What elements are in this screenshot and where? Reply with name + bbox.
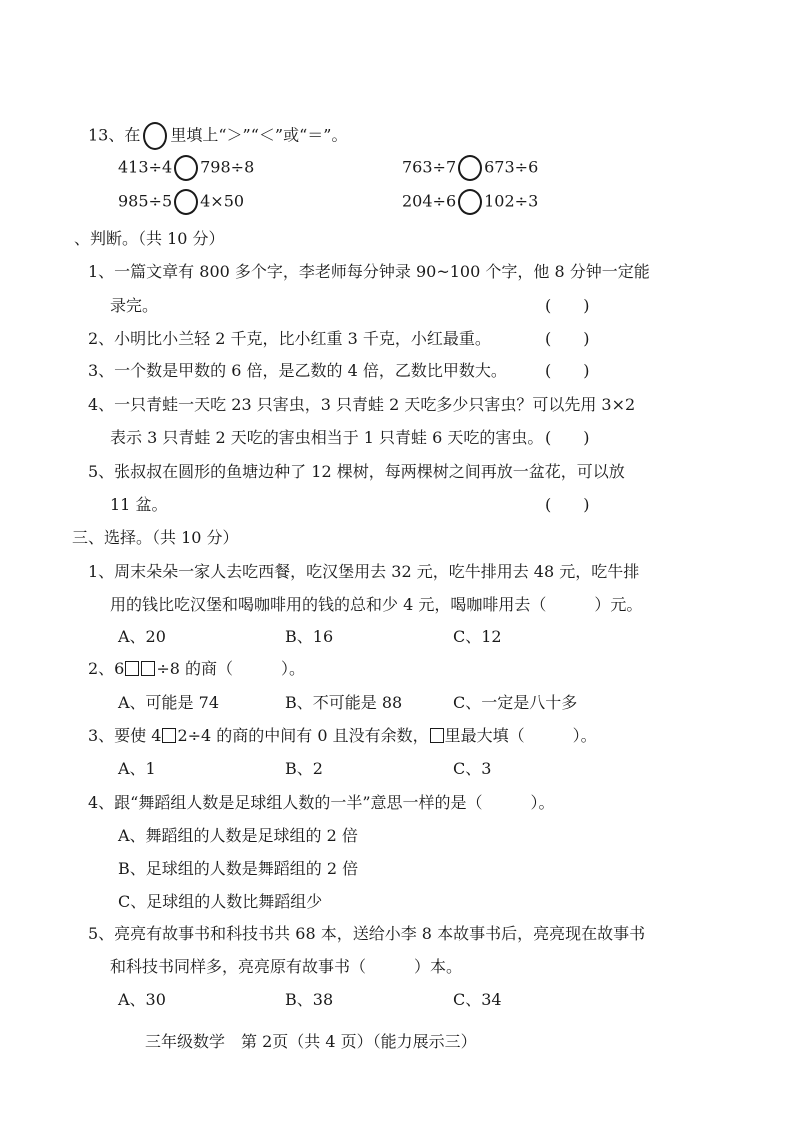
q13-row1-right (402, 155, 538, 181)
choice-q3-middle: 2÷4 的商的中间有 0 且没有余数， (177, 726, 429, 745)
choice-q5-option-c[interactable]: C、34 (453, 990, 502, 1009)
choice-q3-suffix: 里最大填（ ）。 (444, 726, 597, 745)
q13-instruction (88, 122, 347, 150)
choice-q3-prefix: 3、要使 4 (88, 726, 162, 745)
choice-q4-stem: 4、跟“舞蹈组人数是足球组人数的一半”意思一样的是（ ）。 (88, 793, 555, 812)
judge-answer-3[interactable]: ( ) (545, 361, 590, 380)
blank-box-icon[interactable] (141, 661, 155, 676)
choice-q2-prefix: 2、6 (88, 659, 125, 678)
judge-item-1-line2: 录完。 (110, 296, 159, 315)
blank-box-icon[interactable] (162, 728, 176, 743)
expr-a: 763÷7 (402, 157, 457, 177)
expr-a: 204÷6 (402, 191, 457, 211)
compare-circle-icon[interactable] (174, 155, 198, 181)
blank-box-icon[interactable] (125, 661, 139, 676)
choice-q4-option-a[interactable]: A、舞蹈组的人数是足球组的 2 倍 (118, 826, 358, 845)
compare-circle-icon[interactable] (458, 189, 482, 215)
blank-circle-icon[interactable] (143, 122, 167, 150)
judge-item-1-line1: 1、一篇文章有 800 多个字，李老师每分钟录 90~100 个字，他 8 分钟一定能 (88, 262, 650, 281)
expr-b: 4×50 (200, 191, 245, 211)
judge-item-2: 2、小明比小兰轻 2 千克，比小红重 3 千克，小红最重。 (88, 329, 491, 348)
choice-q3-option-c[interactable]: C、3 (453, 759, 492, 778)
blank-box-icon[interactable] (430, 728, 444, 743)
choice-q2-option-c[interactable]: C、一定是八十多 (453, 693, 578, 712)
choice-q4-option-b[interactable]: B、足球组的人数是舞蹈组的 2 倍 (118, 859, 359, 878)
choice-q5-option-a[interactable]: A、30 (118, 990, 166, 1009)
choice-q2-option-a[interactable]: A、可能是 74 (118, 693, 220, 712)
judge-answer-2[interactable]: ( ) (545, 329, 590, 348)
expr-a: 985÷5 (118, 191, 173, 211)
q13-row2-left (118, 189, 244, 215)
choice-q3-stem (88, 725, 597, 747)
judge-answer-4[interactable]: ( ) (545, 428, 590, 447)
expr-b: 102÷3 (484, 191, 539, 211)
choice-q5-line1: 5、亮亮有故事书和科技书共 68 本，送给小李 8 本故事书后，亮亮现在故事书 (88, 924, 646, 943)
choice-q3-option-b[interactable]: B、2 (285, 759, 323, 778)
judge-item-5-line1: 5、张叔叔在圆形的鱼塘边种了 12 棵树，每两棵树之间再放一盆花，可以放 (88, 462, 625, 481)
compare-circle-icon[interactable] (458, 155, 482, 181)
page-footer: 三年级数学 第 2页（共 4 页）（能力展示三） (145, 1032, 477, 1051)
expr-a: 413÷4 (118, 157, 173, 177)
judge-answer-5[interactable]: ( ) (545, 495, 590, 514)
choice-q2-suffix: ÷8 的商（ ）。 (156, 659, 306, 678)
q13-prefix: 13、在 (88, 125, 141, 145)
choice-q5-option-b[interactable]: B、38 (285, 990, 334, 1009)
section3-heading: 三、选择。（共 10 分） (72, 528, 239, 547)
judge-item-4-line2: 表示 3 只青蛙 2 天吃的害虫相当于 1 只青蛙 6 天吃的害虫。 (110, 428, 544, 447)
compare-circle-icon[interactable] (174, 189, 198, 215)
q13-suffix: 里填上“＞”“＜”或“＝”。 (170, 125, 348, 145)
q13-row1-left (118, 155, 254, 181)
choice-q2-option-b[interactable]: B、不可能是 88 (285, 693, 403, 712)
judge-item-5-line2: 11 盆。 (110, 495, 168, 514)
choice-q1-option-a[interactable]: A、20 (118, 627, 166, 646)
choice-q1-option-c[interactable]: C、12 (453, 627, 502, 646)
choice-q1-line1: 1、周末朵朵一家人去吃西餐，吃汉堡用去 32 元，吃牛排用去 48 元，吃牛排 (88, 562, 640, 581)
choice-q2-stem (88, 658, 305, 680)
judge-item-3: 3、一个数是甲数的 6 倍，是乙数的 4 倍，乙数比甲数大。 (88, 361, 507, 380)
judge-item-4-line1: 4、一只青蛙一天吃 23 只害虫，3 只青蛙 2 天吃多少只害虫？可以先用 3×2 (88, 395, 636, 414)
expr-b: 798÷8 (200, 157, 255, 177)
judge-answer-1[interactable]: ( ) (545, 296, 590, 315)
choice-q1-option-b[interactable]: B、16 (285, 627, 334, 646)
choice-q4-option-c[interactable]: C、足球组的人数比舞蹈组少 (118, 892, 323, 911)
section2-heading: 、判断。（共 10 分） (74, 229, 225, 248)
choice-q5-line2: 和科技书同样多，亮亮原有故事书（ ）本。 (110, 957, 463, 976)
expr-b: 673÷6 (484, 157, 539, 177)
choice-q1-line2: 用的钱比吃汉堡和喝咖啡用的钱的总和少 4 元，喝咖啡用去（ ）元。 (110, 595, 643, 614)
q13-row2-right (402, 189, 538, 215)
choice-q3-option-a[interactable]: A、1 (118, 759, 156, 778)
